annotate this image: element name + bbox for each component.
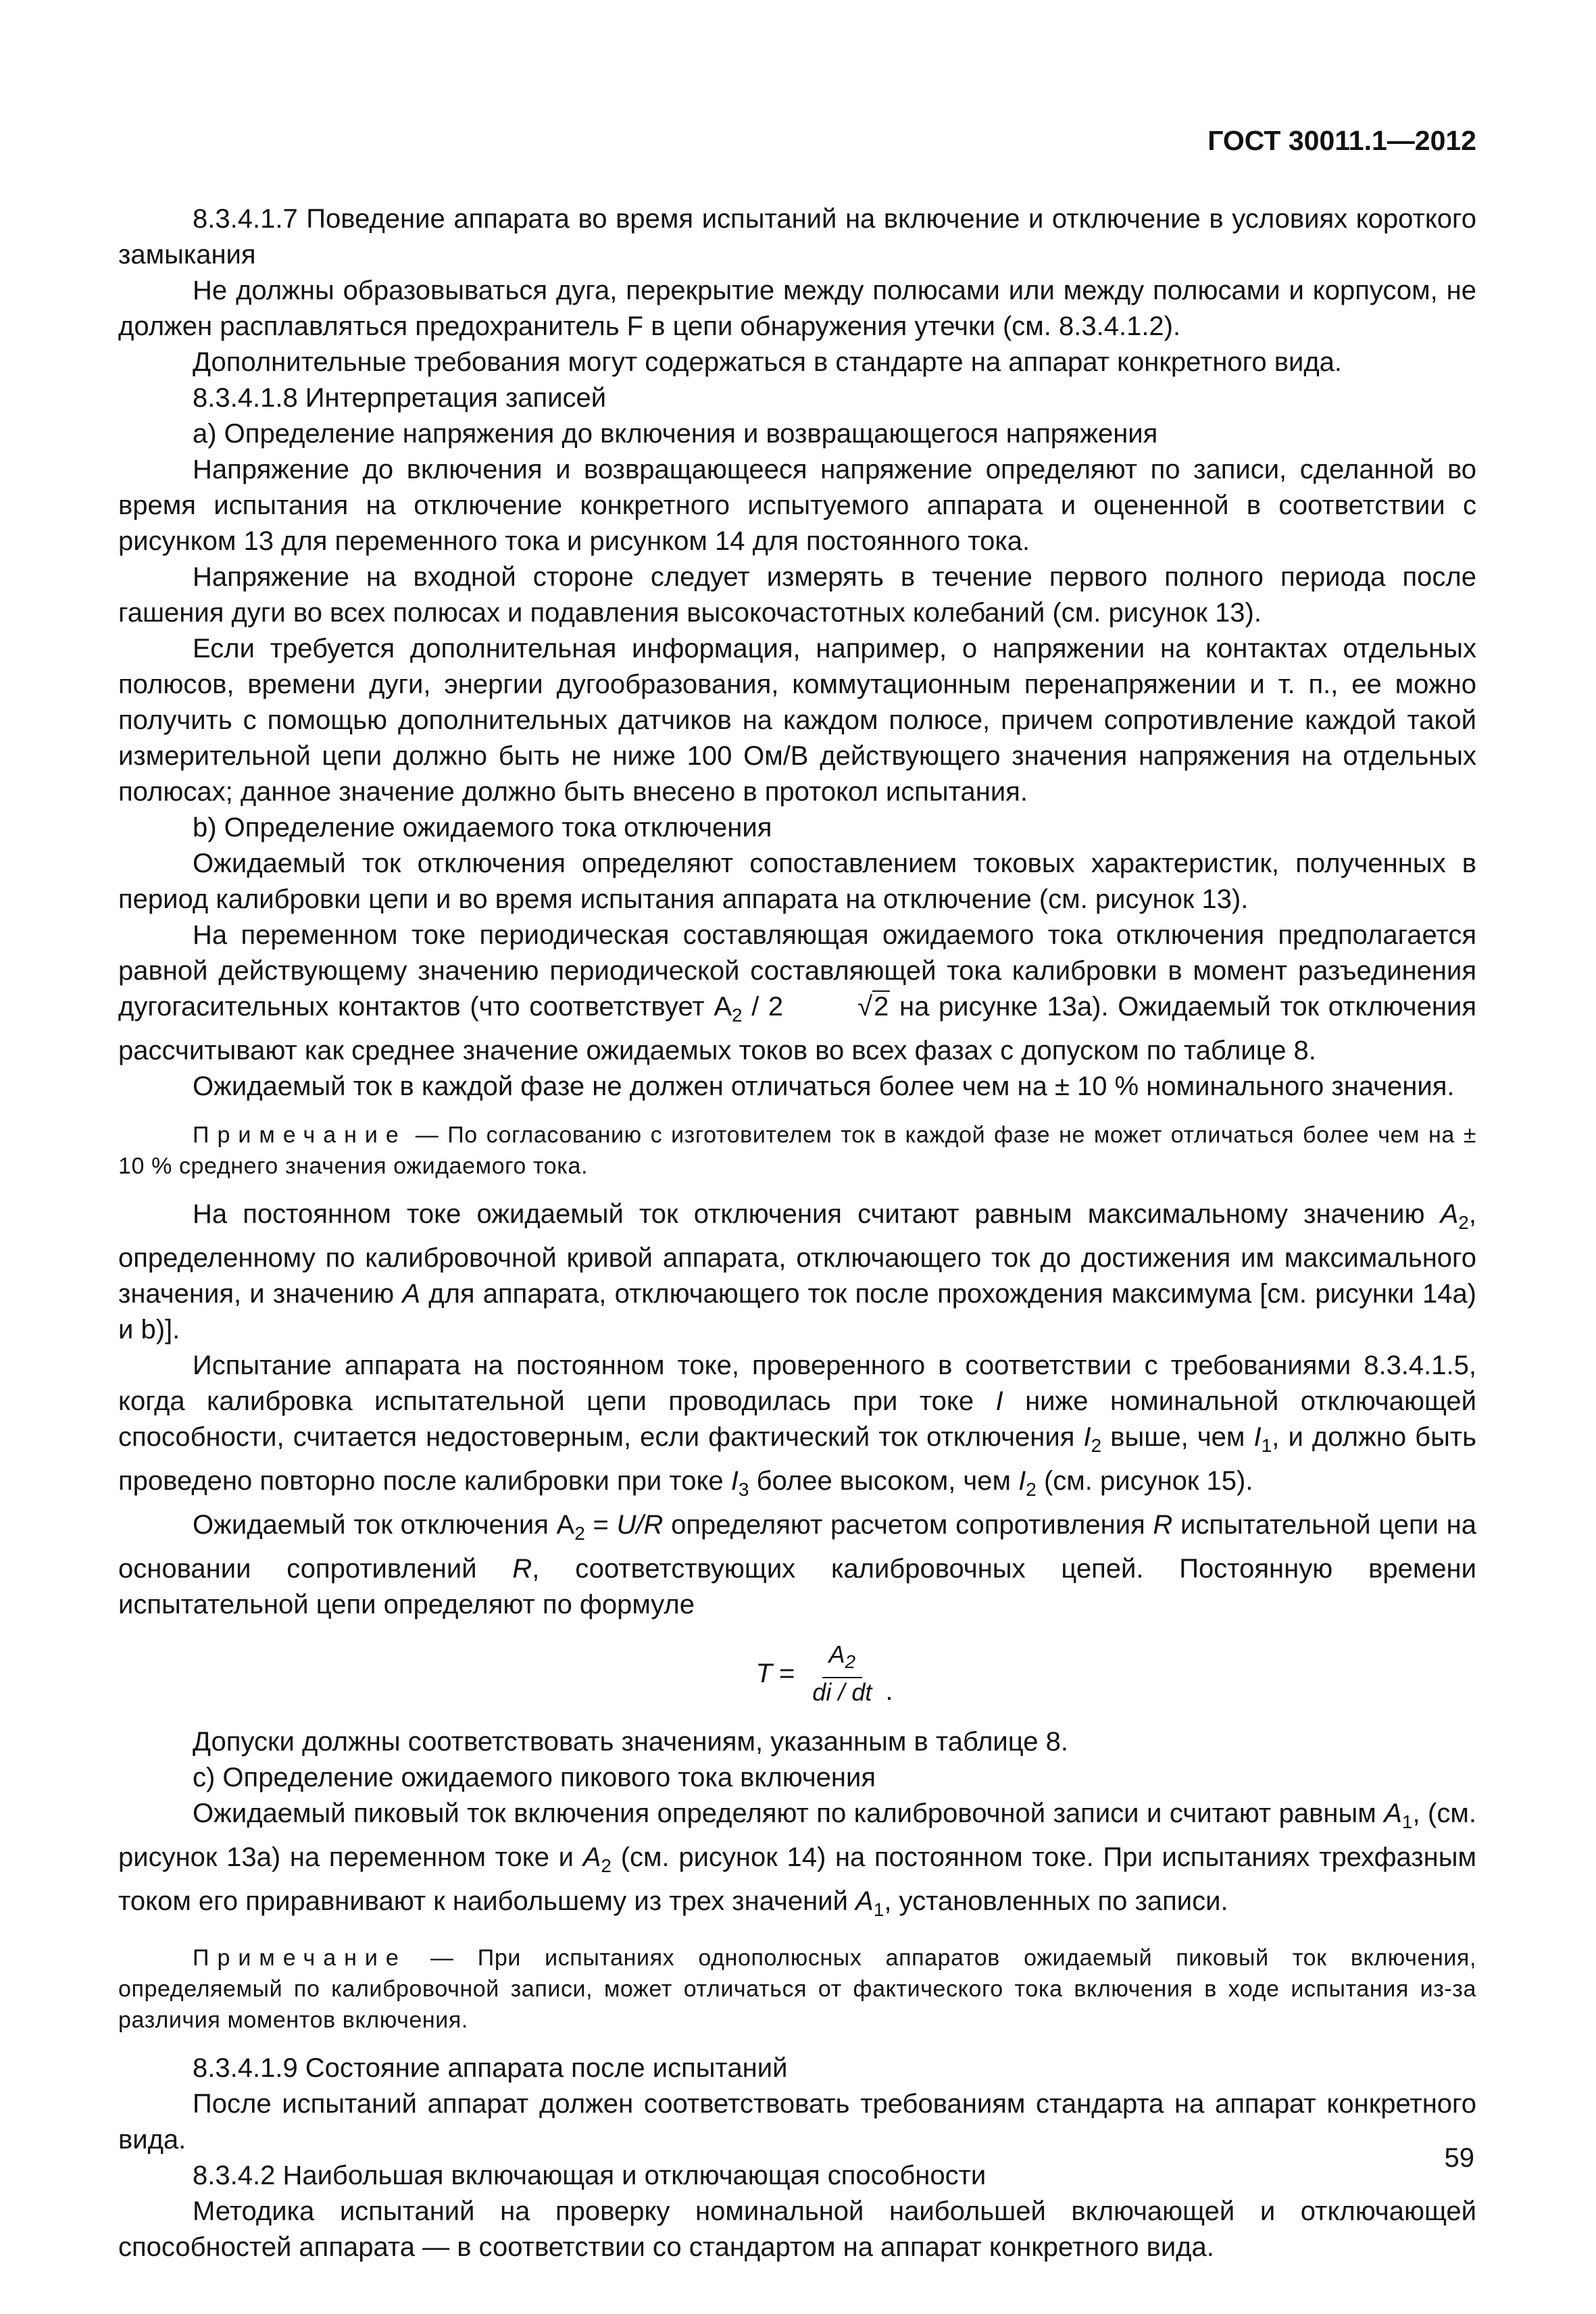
paragraph: Методика испытаний на проверку номинальной наибольшей включающей и отключающей способностей аппарата — в соответствии со стандартом на аппарат конкретного вида. (118, 2196, 1476, 2262)
time-constant-formula (172, 1623, 1476, 1724)
paragraph: Если требуется дополнительная информация, например, о напряжении на контактах отдельных полюсов, времени дуги, энергии дугообразования, коммутационным перенапряжении и т. п., ее можно получить с помощью дополнительных датчиков на каждом полюсе, причем сопротивление каждой такой измерительной цепи должно быть не ниже 100 Ом/В действующего значения напряжения на отдельных полюсах; данное значение должно быть внесено в протокол испытания. (118, 634, 1476, 807)
section-8-3-4-1-8-heading: 8.3.4.1.8 Интерпретация записей (193, 383, 607, 413)
note-label: Примечание (193, 1122, 407, 1148)
document-body (118, 122, 1476, 2265)
note-1: Примечание — По согласованию с изготовителем ток в каждой фазе не может отличаться более чем на ± 10 % среднего значения ожидаемого тока. (118, 1122, 1476, 1179)
paragraph-ac-current: На переменном токе периодическая составляющая ожидаемого тока отключения предполагается равной действующему значению периодической составляющей тока калибровки в момент разъединения дугогасительных контактов (что соответствует $А_2 / 2$ √2 на рисунке 13а). Ожидаемый ток отключения рассчитывают как среднее значение ожидаемых токов во всех фазах с допуском по таблице 8. (118, 920, 1476, 1065)
document-header: ГОСТ 30011.1—2012 (1207, 125, 1476, 156)
page-number: 59 (1444, 2143, 1474, 2173)
paragraph: Допуски должны соответствовать значениям, указанным в таблице 8. (193, 1727, 1068, 1757)
paragraph: Напряжение до включения и возвращающееся напряжение определяют по записи, сделанной во время испытания на отключение конкретного испытуемого аппарата и оцененной в соответствии с рисунком 13 для переменного тока и рисунком 14 для постоянного тока. (118, 455, 1476, 556)
paragraph: Напряжение на входной стороне следует измерять в течение первого полного периода после гашения дуги во всех полюсах и подавления высокочастотных колебаний (см. рисунок 13). (118, 562, 1476, 628)
section-8-3-4-1-9-heading: 8.3.4.1.9 Состояние аппарата после испытаний (193, 2053, 788, 2083)
note-2: Примечание — При испытаниях однополюсных аппаратов ожидаемый пиковый ток включения, определяемый по калибровочной записи, может отличаться от фактического тока включения в ходе испытания из-за различия моментов включения. (118, 1945, 1476, 2033)
paragraph: Ожидаемый ток отключения определяют сопоставлением токовых характеристик, полученных в период калибровки цепи и во время испытания аппарата на отключение (см. рисунок 13). (118, 849, 1476, 914)
paragraph: Дополнительные требования могут содержаться в стандарте на аппарат конкретного вида. (193, 347, 1343, 377)
formula-numerator: $A_2$ (822, 1640, 863, 1678)
section-8-3-4-1-7-heading: 8.3.4.1.7 Поведение аппарата во время испытаний на включение и отключение в условиях короткого замыкания (118, 204, 1476, 270)
formula-lhs: T (755, 1658, 772, 1688)
paragraph-peak-current: Ожидаемый пиковый ток включения определяют по калибровочной записи и считают равным $A_1$, (см. рисунок 13а) на переменном токе и $A_2$ (см. рисунок 14) на постоянном токе. При испытаниях трехфазным током его приравнивают к наибольшему из трех значений $A_1$, установленных по записи. (118, 1799, 1476, 1920)
paragraph: Ожидаемый ток в каждой фазе не должен отличаться более чем на ± 10 % номинального значения. (193, 1072, 1455, 1101)
paragraph: После испытаний аппарат должен соответствовать требованиям стандарта на аппарат конкретного вида. (118, 2089, 1476, 2155)
paragraph-dc-test: Испытание аппарата на постоянном токе, проверенного в соответствии с требованиями 8.3.4.1.5, когда калибровка испытательной цепи проводилась при токе I ниже номинальной отключающей способности, считается недостоверным, если фактический ток отключения $I_2$ выше, чем $I_1$, и должно быть проведено повторно после калибровки при токе $I_3$ более высоком, чем $I_2$ (см. рисунок 15). (118, 1351, 1476, 1500)
item-a-heading: а) Определение напряжения до включения и возвращающегося напряжения (193, 419, 1158, 449)
formula-equals: = (778, 1658, 795, 1688)
formula-fraction (805, 1640, 878, 1706)
formula-period: . (885, 1676, 893, 1706)
paragraph-dc-current: На постоянном токе ожидаемый ток отключения считают равным максимальному значению $A_2$, определенному по калибровочной кривой аппарата, отключающего ток до достижения им максимального значения, и значению A для аппарата, отключающего ток после прохождения максимума [см. рисунки 14а) и b)]. (118, 1199, 1477, 1344)
section-8-3-4-2-heading: 8.3.4.2 Наибольшая включающая и отключающая способности (193, 2161, 987, 2190)
item-b-heading: b) Определение ожидаемого тока отключения (193, 813, 772, 842)
item-c-heading: с) Определение ожидаемого пикового тока включения (193, 1763, 876, 1792)
note-label: Примечание (193, 1945, 407, 1971)
paragraph: Не должны образовываться дуга, перекрытие между полюсами или между полюсами и корпусом, не должен расплавляться предохранитель F в цепи обнаружения утечки (см. 8.3.4.1.2). (118, 276, 1476, 341)
paragraph-time-constant: Ожидаемый ток отключения $А_2 = U/R$ определяют расчетом сопротивления R испытательной цепи на основании сопротивлений R, соответствующих калибровочных цепей. Постоянную времени испытательной цепи определяют по формуле (118, 1510, 1477, 1619)
formula-denominator: di / dt (812, 1678, 872, 1706)
